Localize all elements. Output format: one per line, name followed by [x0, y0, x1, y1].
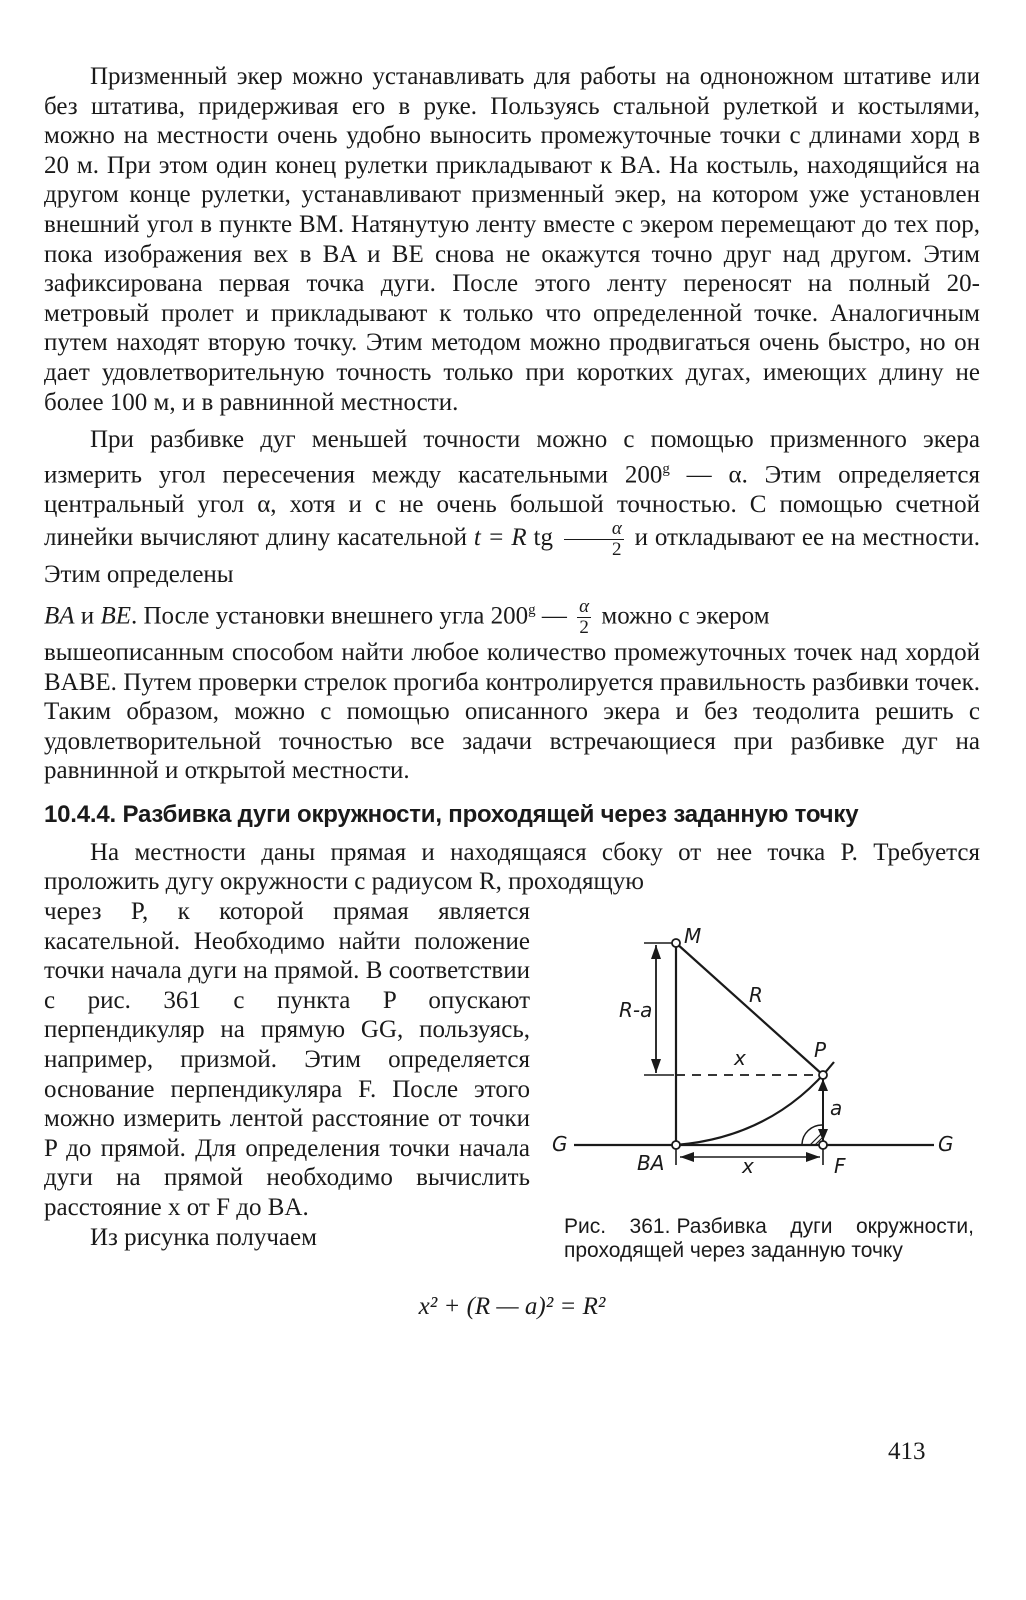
- paragraph-2-rest: вышеописанным способом найти любое количество промежуточных точек над хордой BABE. Путем проверки стрелок прогиба контролируется правильность разбивки точек. Таким образом, можно с помощью описанного экера и без теодолита решить с удовлетворительной точностью все задачи встречающиеся при разбивке дуг на равнинной и открытой местности.: [44, 638, 980, 785]
- point-p: [819, 1071, 827, 1079]
- alpha-half-fraction-2: [577, 597, 591, 638]
- para2-alpha: — α.: [669, 461, 748, 489]
- caption-number: Рис. 361.: [564, 1215, 671, 1239]
- equation: x² + (R — a)² = R²: [418, 1293, 606, 1321]
- label-m: M: [684, 924, 702, 949]
- label-r: R: [749, 983, 763, 1008]
- figure-caption: [564, 1215, 974, 1263]
- ba-label: BA: [44, 602, 75, 630]
- fraction-numerator-2: α: [579, 595, 590, 617]
- tangent-formula: t = R: [473, 524, 527, 552]
- line-m-p: [676, 943, 823, 1075]
- grad-symbol-2: g: [528, 601, 536, 618]
- label-p: P: [814, 1038, 827, 1063]
- label-g-left: G: [552, 1132, 568, 1157]
- text-with-figure: [44, 897, 980, 1292]
- grad-symbol: g: [662, 460, 670, 477]
- paragraph-3: На местности даны прямая и находящаяся сбоку от нее точка P. Требуется проложить дугу окружности с радиусом R, проходящую: [44, 838, 980, 896]
- and-word: и: [74, 602, 101, 630]
- be-label: BE: [100, 602, 131, 630]
- dash: —: [535, 602, 574, 630]
- section-heading: 10.4.4. Разбивка дуги окружности, проходящей через заданную точку: [44, 800, 859, 828]
- paragraph-2: [44, 425, 980, 590]
- para2-line2-text: . После установки внешнего угла 200: [130, 602, 529, 630]
- left-column: [44, 897, 530, 1252]
- paragraph-2-line-2: [44, 596, 980, 638]
- label-a: a: [830, 1096, 843, 1121]
- tg-label: tg: [526, 524, 560, 552]
- para2-text-3: и откладывают ее на местности. Этим определены: [44, 524, 980, 589]
- label-f: F: [834, 1154, 846, 1179]
- caption-text: Разбивка дуги окружности, проходящей через заданную точку: [564, 1215, 974, 1263]
- page-number: 413: [888, 1438, 926, 1465]
- label-ba: BA: [637, 1151, 665, 1176]
- point-m: [672, 939, 680, 947]
- fraction-numerator: α: [564, 519, 624, 540]
- figure-361: [544, 897, 984, 1197]
- alpha-half-fraction: [564, 519, 624, 560]
- from-figure-text: Из рисунка получаем: [90, 1223, 317, 1251]
- fraction-denominator: 2: [612, 539, 622, 561]
- para2-text-2: Этим определяется центральный угол α, хотя и с не очень большой точностью. С помощью счетной линейки вычисляют длину касательной: [44, 461, 980, 552]
- label-g-right: G: [938, 1132, 954, 1157]
- label-r-minus-a: R-a: [619, 998, 653, 1023]
- figure-diagram: [544, 897, 984, 1197]
- paragraph-1: Призменный экер можно устанавливать для работы на одноножном штативе или без штатива, придерживая его в руке. Пользуясь стальной рулеткой и костылями, можно на местности очень удобно выносить промежуточные точки с длинами хорд в 20 м. При этом один конец рулетки прикладывают к BA. На костыль, находящийся на другом конце рулетки, устанавливают призменный экер, на котором уже установлен внешний угол в пункте BM. Натянутую ленту вместе с экером перемещают до тех пор, пока изображения вех в BA и BE снова не окажутся точно друг над другом. Этим зафиксирована первая точка дуги. После этого ленту переносят на полный 20-метровый пролет и прикладывают к только что определенной точке. Аналогичным путем находят вторую точку. Этим методом можно продвигаться очень быстро, но он дает удовлетворительную точность только при коротких дугах, имеющих длину не более 100 м, и в равнинной местности.: [44, 63, 980, 416]
- label-x-top: x: [734, 1046, 746, 1071]
- label-x-bottom: x: [742, 1154, 754, 1179]
- page-content: [44, 62, 980, 1322]
- left-column-text: через P, к которой прямая является касательной. Необходимо найти положение точки начала дуги на прямой. В соответствии с рис. 361 с пункта P опускают перпендикуляр на прямую GG, пользуясь, например, призмой. Этим определяется основание перпендикуляра F. После этого можно измерить лентой расстояние от точки P до прямой. Для определения точки начала дуги на прямой необходимо вычислить расстояние x от F до BA.: [44, 898, 530, 1222]
- para2-text-1: При разбивке дуг меньшей точности можно с помощью призменного экера измерить угол пересечения между касательными 200: [44, 426, 980, 489]
- point-ba: [672, 1141, 680, 1149]
- point-f: [819, 1141, 827, 1149]
- para2-line2-end: можно с экером: [595, 602, 770, 630]
- fraction-denominator-2: 2: [579, 616, 589, 638]
